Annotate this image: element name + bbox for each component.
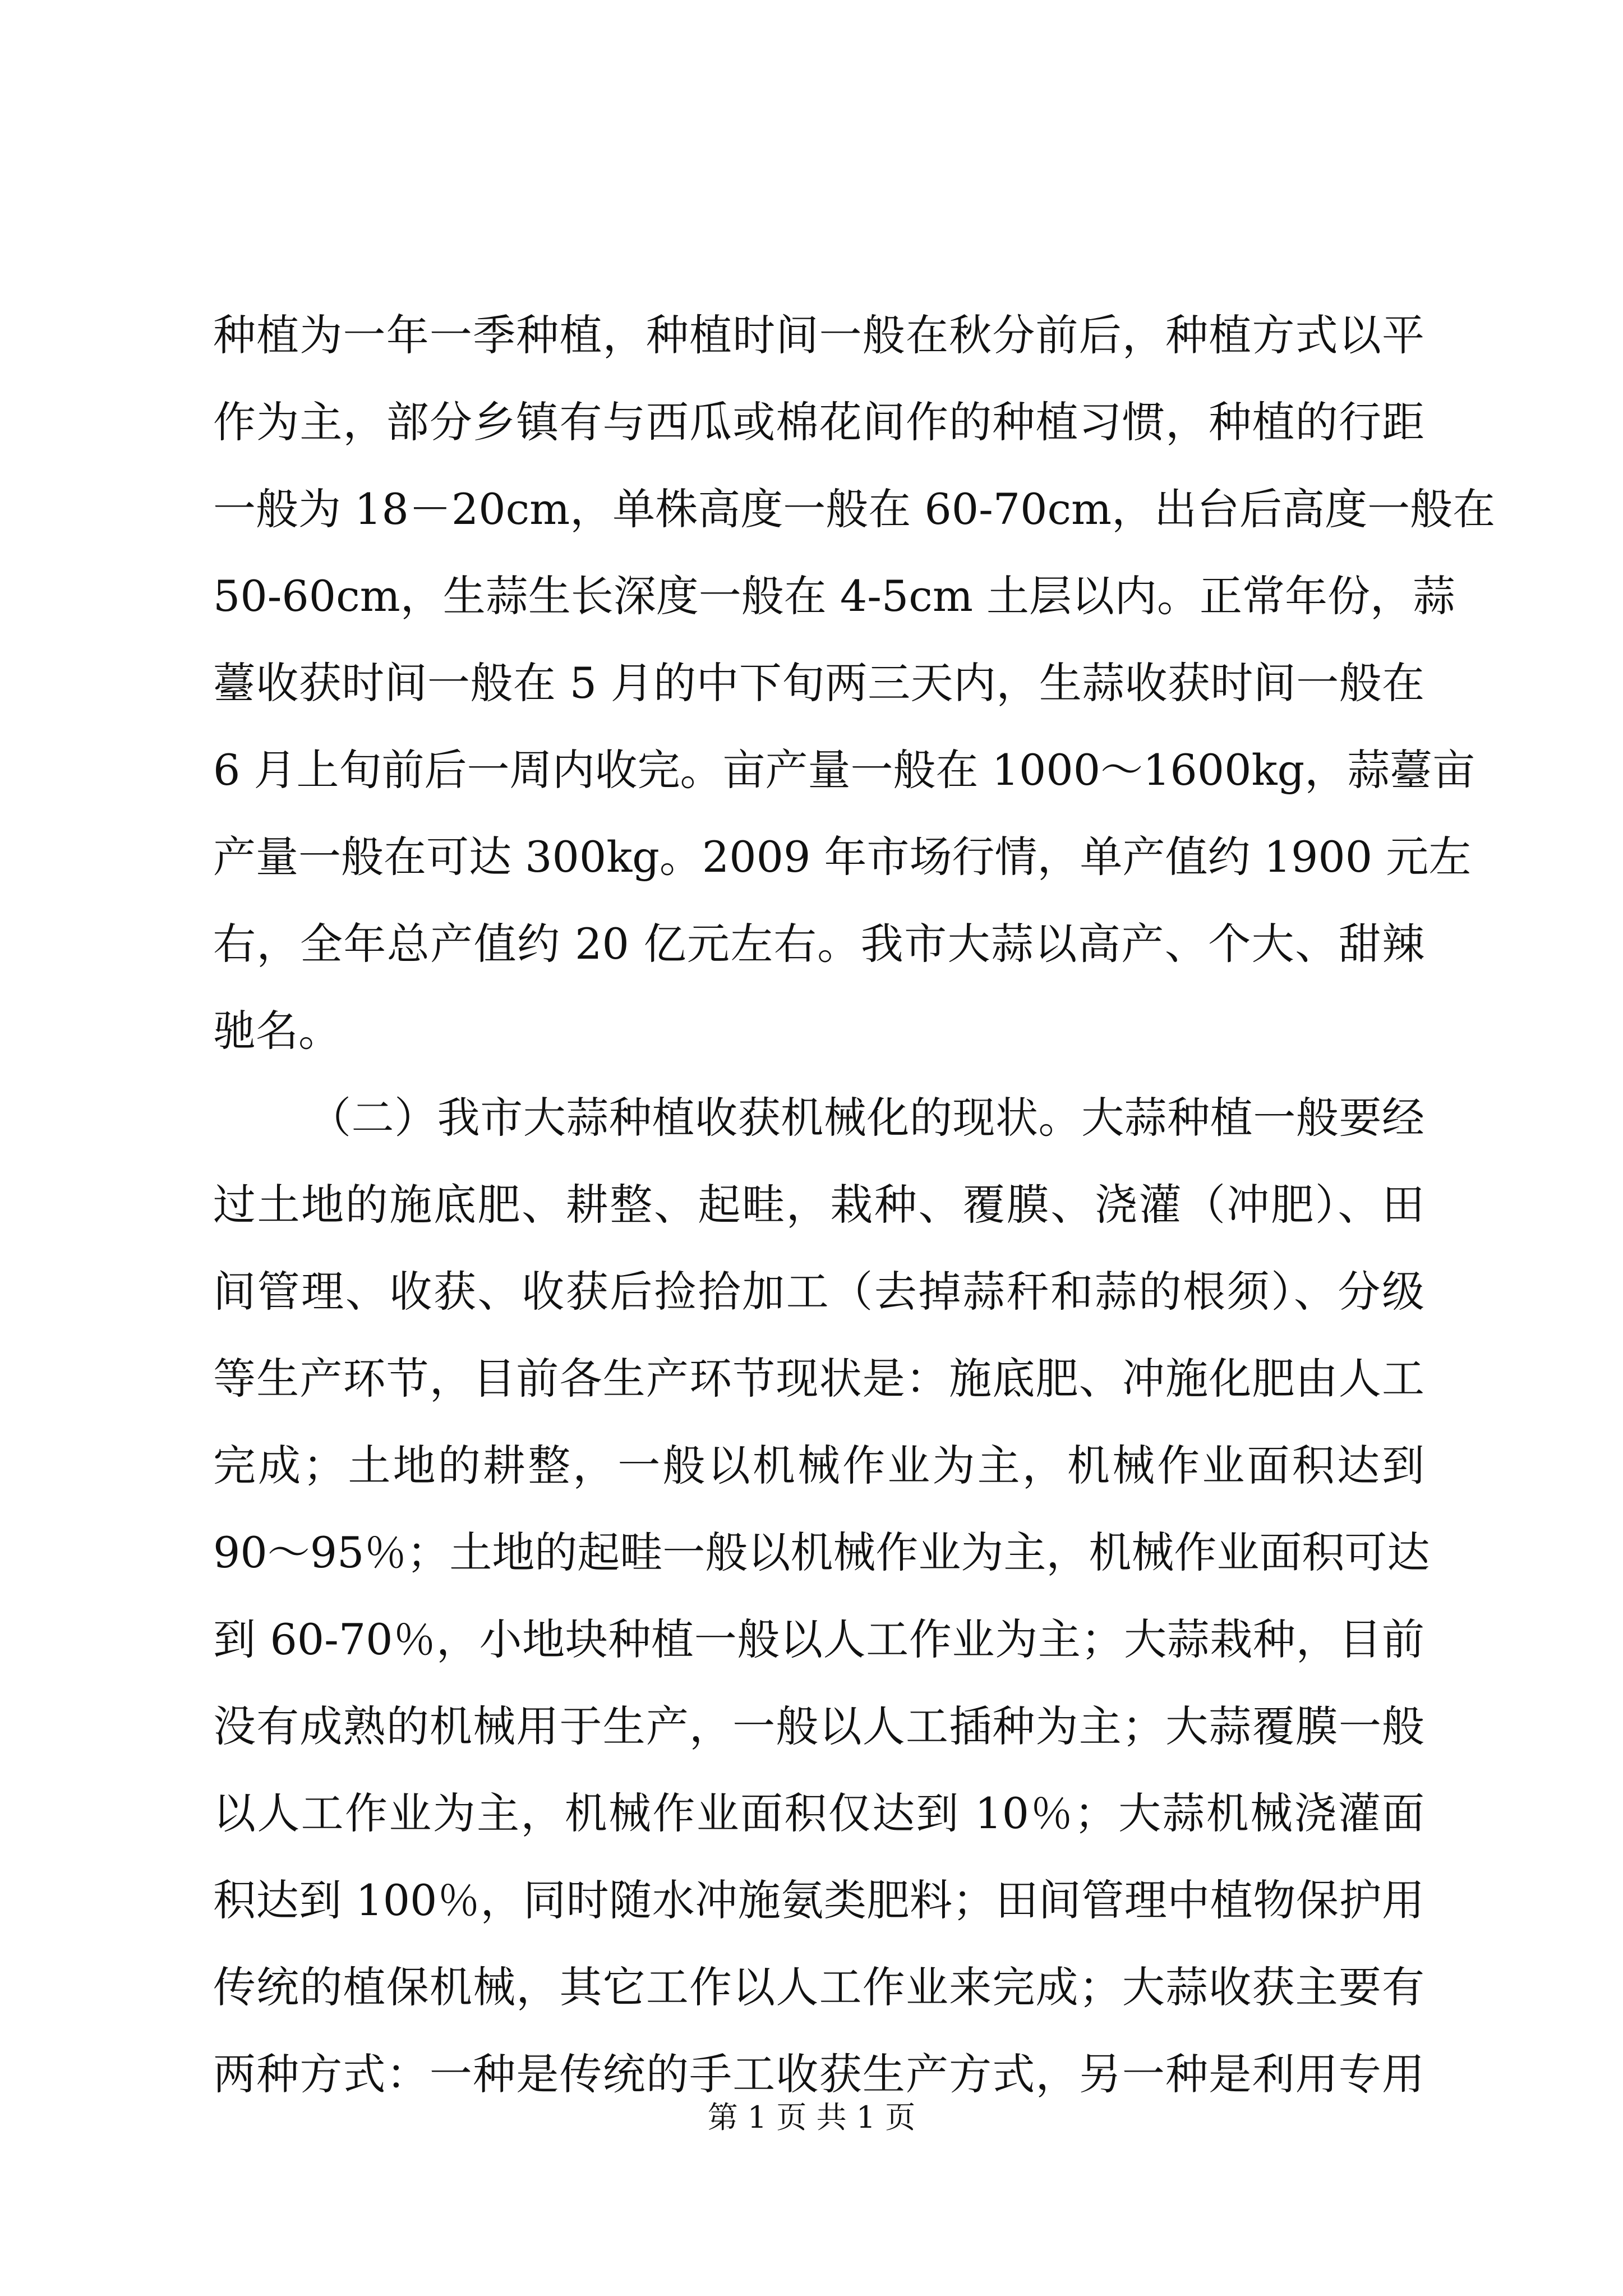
text-line: （二）我市大蒜种植收获机械化的现状。大蒜种植一般要经: [308, 1093, 1424, 1143]
text-line: 到 60-70％，小地块种植一般以人工作业为主；大蒜栽种，目前: [213, 1614, 1424, 1664]
text-line: 间管理、收获、收获后捡拾加工（去掉蒜秆和蒜的根须）、分级: [213, 1267, 1424, 1317]
text-line: 种植为一年一季种植，种植时间一般在秋分前后，种植方式以平: [213, 310, 1424, 360]
text-line: 以人工作业为主，机械作业面积仅达到 10％；大蒜机械浇灌面: [213, 1788, 1424, 1838]
text-line: 右，全年总产值约 20 亿元左右。我市大蒜以高产、个大、甜辣: [213, 919, 1424, 969]
text-line: 传统的植保机械，其它工作以人工作业来完成；大蒜收获主要有: [213, 1962, 1424, 2012]
body-text: [213, 292, 1496, 2118]
page-footer: 第 1 页 共 1 页: [707, 2100, 916, 2135]
text-line: 驰名。: [213, 1006, 341, 1056]
text-line: 完成；土地的耕整，一般以机械作业为主，机械作业面积达到: [213, 1441, 1424, 1490]
text-line: 产量一般在可达 300kg。2009 年市场行情，单产值约 1900 元左: [213, 832, 1472, 882]
text-line: 一般为 18－20cm，单株高度一般在 60-70cm，出台后高度一般在: [213, 484, 1496, 534]
text-line: 两种方式：一种是传统的手工收获生产方式，另一种是利用专用: [213, 2049, 1424, 2099]
text-line: 50-60cm，生蒜生长深度一般在 4-5cm 土层以内。正常年份，蒜: [213, 571, 1456, 621]
text-line: 过土地的施底肥、耕整、起畦，栽种、覆膜、浇灌（冲肥）、田: [213, 1180, 1424, 1230]
text-line: 没有成熟的机械用于生产，一般以人工插种为主；大蒜覆膜一般: [213, 1701, 1424, 1751]
text-line: 等生产环节，目前各生产环节现状是：施底肥、冲施化肥由人工: [213, 1354, 1424, 1404]
text-line: 作为主，部分乡镇有与西瓜或棉花间作的种植习惯，种植的行距: [213, 397, 1424, 447]
text-line: 薹收获时间一般在 5 月的中下旬两三天内，生蒜收获时间一般在: [213, 658, 1424, 708]
text-line: 积达到 100％，同时随水冲施氨类肥料；田间管理中植物保护用: [213, 1875, 1424, 1925]
text-line: 90～95％；土地的起畦一般以机械作业为主，机械作业面积可达: [213, 1527, 1430, 1577]
text-line: 6 月上旬前后一周内收完。亩产量一般在 1000～1600kg，蒜薹亩: [213, 745, 1476, 795]
